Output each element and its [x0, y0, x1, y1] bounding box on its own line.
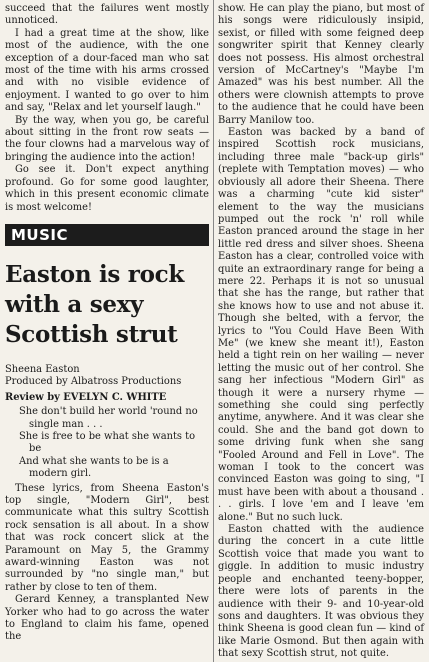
producer-credit: Produced by Albatross Productions [5, 376, 182, 388]
intro-paragraph: I had a great time at the show, like most of the audience, with the one exception of a dour-faced man who sat most of the time with his arms crossed and with no visible evidence of enjoyment. I wanted to go over to him and say, "Relax and let yourself laugh." [5, 27, 209, 114]
intro-paragraph: By the way, when you go, be careful about sitting in the front row seats — the four clowns had a marvelous way of bringing the audience into the action! [5, 114, 209, 163]
column-divider [213, 0, 214, 662]
intro-paragraph: succeed that the failures went mostly unnoticed. [5, 3, 209, 27]
lyric-line: She don't build her world 'round no single man . . . [19, 406, 198, 430]
body-paragraph: These lyrics, from Sheena Easton's top single, "Modern Girl", best communicate what this sultry Scottish rock sensation is all about. In a show that was rock concert slick at the Paramount on May 5, the Grammy award-winning Easton was not surrounded by "no single man," but rather by close to ten of them. [5, 482, 209, 593]
intro-paragraph: Go see it. Don't expect anything profound. Go for some good laughter, which in this present economic climate is most welcome! [5, 164, 209, 213]
section-label: MUSIC [5, 224, 209, 246]
left-column [5, 3, 209, 644]
right-column [218, 3, 424, 661]
body-paragraph: show. He can play the piano, but most of his songs were ridiculously insipid, sexist, or filled with some feigned deep songwriter spirit that Kenney clearly does not possess. His almost orchestral version of McCartney's "Maybe I'm Amazed" was his best number. All the others were clownish attempts to prove to the audience that he could have been Barry Manilow too. [218, 3, 424, 126]
lyric-line: She is free to be what she wants to be [19, 430, 196, 455]
article-headline: Easton is rock with a sexy Scottish strut [5, 260, 184, 348]
body-paragraph: Easton chatted with the audience during the concert in a cute little Scottish voice that made you want to giggle. In addition to music industry people and enchanted teeny-bopper, there were lots of parents in the audience with their 9- and 10-year-old sons and daughters. It was obvious they think Sheena is good clean fun — kind of like Marie Osmond. But then again with that sexy Scottish strut, not quite. [218, 524, 424, 660]
lyric-line: And what she wants to be is a modern girl. [19, 455, 169, 480]
byline: Review by EVELYN C. WHITE [5, 391, 167, 403]
body-paragraph: Gerard Kenney, a transplanted New Yorker who had to go across the water to England to claim his fame, opened the [5, 594, 209, 643]
performer-credit: Sheena Easton [5, 363, 80, 375]
body-paragraph: Easton was backed by a band of inspired Scottish rock musicians, including three male "back-up girls" (replete with Temptation moves) — who obviously all adore their Sheena. There was a charming "cute kid sister" element to the way the musicians pumped out the rock 'n' roll while Easton pranced around the stage in her little red dress and silver shoes. Sheena Easton has a clear, controlled voice with quite an extraordinary range for being a mere 22. Perhaps it is not so unusual that she has the range, but rather that she knows how to use and not abuse it. Though she belted, with a fervor, the lyrics to "You Could Have Been With Me" (we knew she meant it!), Easton held a tight rein on her wailing — never letting the music out of her control. She sang her infectious "Modern Girl" as though it were a nursery rhyme — something she could sing perfectly anytime, anywhere. And it was clear she could. She and the band got down to some driving funk when she sang "Fooled Around and Fell in Love". The woman I took to the concert was convinced Easton was going to sing, "I must have been with about a thousand . . . girls. I love 'em and I leave 'em alone." But no such luck. [218, 127, 424, 523]
lyrics-quote [19, 406, 209, 480]
